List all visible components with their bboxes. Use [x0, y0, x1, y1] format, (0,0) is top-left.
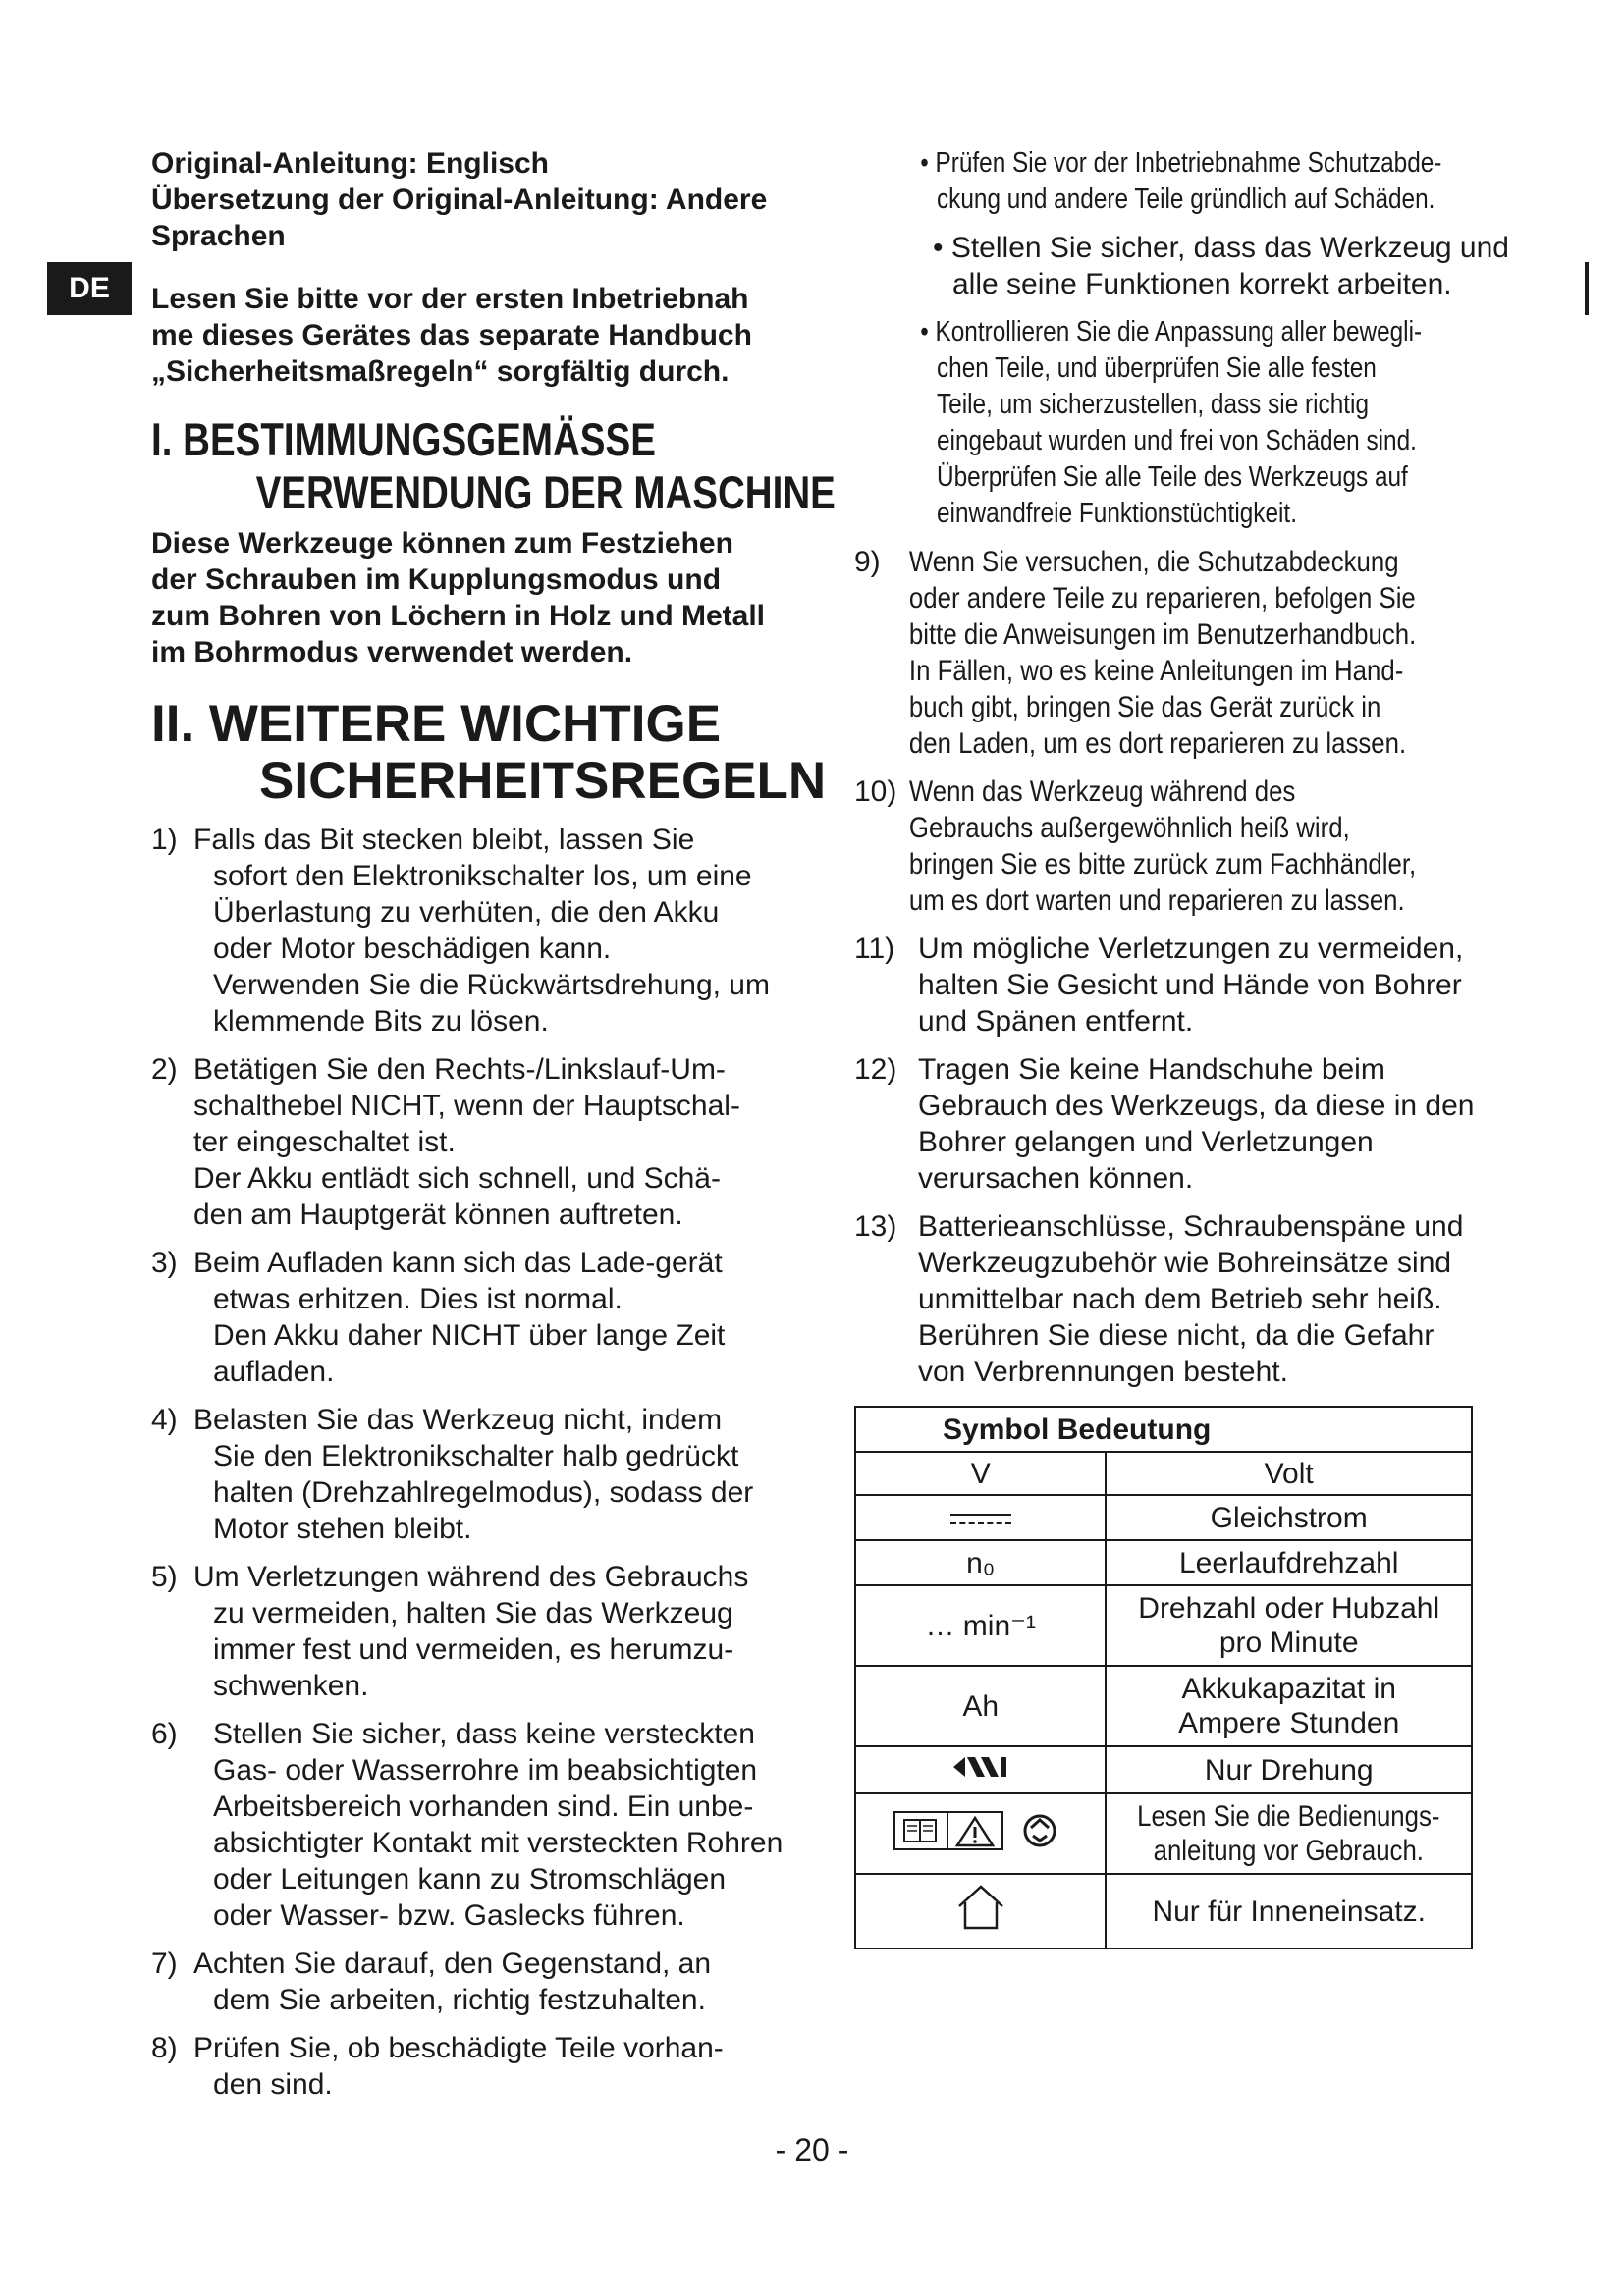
item-line: Um Verletzungen während des Gebrauchs [193, 1561, 749, 1593]
paragraph-line: im Bohrmodus verwendet werden. [151, 636, 633, 668]
item-line: von Verbrennungen besteht. [918, 1356, 1288, 1388]
bullet-item [854, 145, 1547, 218]
list-item [854, 1208, 1497, 1390]
bullet-item [854, 230, 1509, 302]
item-line: bringen Sie es bitte zurück zum Fachhändler, [908, 848, 1417, 881]
right-column [854, 145, 1509, 1949]
list-item [151, 1946, 780, 2018]
item-line: den am Hauptgerät können auftreten. [193, 1199, 683, 1231]
intro-line: Sprachen [151, 220, 286, 252]
item-line: oder Motor beschädigen kann. [213, 933, 612, 965]
item-line: Überlastung zu verhüten, die den Akku [213, 896, 720, 929]
item-line: Sie den Elektronikschalter halb gedrückt [213, 1440, 739, 1472]
paragraph-line: Diese Werkzeuge können zum Festziehen [151, 527, 733, 560]
item-line: halten Sie Gesicht und Hände von Bohrer [918, 969, 1462, 1001]
item-line: dem Sie arbeiten, richtig festzuhalten. [213, 1984, 706, 2016]
table-row [855, 1585, 1472, 1666]
section-2-heading-wrap [151, 695, 827, 810]
table-row [855, 1452, 1472, 1495]
symbol-cell [855, 1495, 1106, 1540]
notice-line: „Sicherheitsmaßregeln“ sorgfältig durch. [151, 355, 730, 388]
list-item [151, 1245, 780, 1390]
item-line: Wenn das Werkzeug während des [908, 775, 1296, 808]
item-line: oder Wasser- bzw. Gaslecks führen. [213, 1899, 685, 1932]
symbol-cell [855, 1793, 1106, 1874]
bullet-line: Überprüfen Sie alle Teile des Werkzeugs auf [937, 461, 1408, 493]
paragraph-line: zum Bohren von Löchern in Holz und Metall [151, 600, 766, 632]
paragraph-line: der Schrauben im Kupplungsmodus und [151, 563, 722, 596]
item-line: Batterieanschlüsse, Schraubenspäne und [918, 1210, 1464, 1243]
item-line: Verwenden Sie die Rückwärtsdrehung, um [213, 969, 770, 1001]
item-line: absichtigter Kontakt mit versteckten Rohren [213, 1827, 784, 1859]
table-header-cell: Symbol Bedeutung [855, 1407, 1472, 1452]
item-line: Motor stehen bleibt. [213, 1513, 472, 1545]
item-line: den sind. [213, 2068, 333, 2101]
read-manual-warning-recycle-icons [893, 1806, 1069, 1853]
item-line: Prüfen Sie, ob beschädigte Teile vorhan- [193, 2032, 724, 2064]
recycle-icon [1025, 1816, 1055, 1845]
item-line: unmittelbar nach dem Betrieb sehr heiß. [918, 1283, 1442, 1315]
bullet-line: • Stellen Sie sicher, dass das Werkzeug und [933, 232, 1509, 264]
list-item [151, 1051, 780, 1233]
meaning-line: anleitung vor Gebrauch. [1154, 1835, 1425, 1867]
item-line: aufladen. [213, 1356, 335, 1388]
meaning-cell [1106, 1793, 1472, 1874]
item-line: Bohrer gelangen und Verletzungen [918, 1126, 1374, 1158]
language-tab: DE [47, 262, 132, 315]
item-line: um es dort warten und reparieren zu lassen. [908, 884, 1405, 917]
symbol-table [854, 1406, 1473, 1949]
bullet-item [854, 314, 1547, 532]
item-line: schalthebel NICHT, wenn der Hauptschal- [193, 1090, 740, 1122]
item-line: Beim Aufladen kann sich das Lade-gerät [193, 1247, 723, 1279]
bullet-line: • Prüfen Sie vor der Inbetriebnahme Schutzabde- [920, 147, 1442, 179]
item-line: Belasten Sie das Werkzeug nicht, indem [193, 1404, 723, 1436]
symbol-cell: n₀ [855, 1540, 1106, 1585]
section-1-heading-wrap [151, 413, 836, 519]
direct-current-icon [950, 1512, 1011, 1527]
intro-line: Original-Anleitung: Englisch [151, 147, 549, 180]
meaning-cell [1106, 1666, 1472, 1746]
item-line: buch gibt, bringen Sie das Gerät zurück in [908, 691, 1381, 723]
meaning-cell: Gleichstrom [1106, 1495, 1472, 1540]
item-line: Wenn Sie versuchen, die Schutzabdeckung [908, 546, 1399, 578]
item-line: und Spänen entfernt. [918, 1005, 1194, 1038]
item-line: Arbeitsbereich vorhanden sind. Ein unbe- [213, 1790, 754, 1823]
item-line: verursachen können. [918, 1162, 1194, 1195]
item-line: schwenken. [213, 1670, 369, 1702]
safety-rules-list [151, 822, 784, 2103]
page-number: - 20 - [775, 2132, 849, 2167]
symbol-cell: Ah [855, 1666, 1106, 1746]
item-number: 3) [151, 1247, 178, 1279]
item-number: 9) [854, 546, 881, 578]
notice-line: me dieses Gerätes das separate Handbuch [151, 319, 752, 351]
meaning-line: Akkukapazitat in [1181, 1673, 1396, 1705]
table-row [855, 1540, 1472, 1585]
item-line: bitte die Anweisungen im Benutzerhandbuch. [908, 618, 1417, 651]
table-row [855, 1793, 1472, 1874]
meaning-line: Ampere Stunden [1178, 1707, 1400, 1739]
bullet-line: eingebaut wurden und frei von Schäden sind. [937, 425, 1417, 456]
heading-line: I. BESTIMMUNGSGEMÄSSE [151, 413, 656, 465]
item-line: sofort den Elektronikschalter los, um eine [213, 860, 752, 892]
item-number: 5) [151, 1561, 178, 1593]
item-number: 2) [151, 1053, 178, 1086]
table-header-row [855, 1407, 1472, 1452]
symbol-cell: … min⁻¹ [855, 1585, 1106, 1666]
item-line: Werkzeugzubehör wie Bohreinsätze sind [918, 1247, 1452, 1279]
item-line: Der Akku entlädt sich schnell, und Schä- [193, 1162, 721, 1195]
meaning-cell: Leerlaufdrehzahl [1106, 1540, 1472, 1585]
meaning-line: Lesen Sie die Bedienungs- [1137, 1800, 1440, 1833]
item-line: oder andere Teile zu reparieren, befolgen Sie [908, 582, 1416, 614]
table-row [855, 1666, 1472, 1746]
table-row [855, 1495, 1472, 1540]
heading-line: VERWENDUNG DER MASCHINE [255, 466, 836, 518]
meaning-cell: Nur für Inneneinsatz. [1106, 1874, 1472, 1949]
item-number: 13) [854, 1210, 897, 1243]
symbol-cell [855, 1746, 1106, 1793]
symbol-cell [855, 1874, 1106, 1949]
item-number: 11) [854, 933, 895, 965]
item-line: etwas erhitzen. Dies ist normal. [213, 1283, 623, 1315]
item-line: ter eingeschaltet ist. [193, 1126, 456, 1158]
warning-triangle-icon [957, 1818, 993, 1845]
meaning-cell [1106, 1585, 1472, 1666]
item-line: immer fest und vermeiden, es herumzu- [213, 1633, 734, 1666]
list-item [854, 774, 1497, 919]
list-item [854, 1051, 1497, 1197]
margin-mark [1585, 262, 1589, 315]
item-number: 4) [151, 1404, 178, 1436]
bullet-line: Teile, um sicherzustellen, dass sie richtig [937, 389, 1370, 420]
table-row [855, 1874, 1472, 1949]
item-line: Falls das Bit stecken bleibt, lassen Sie [193, 824, 695, 856]
heading-line: II. WEITERE WICHTIGE [151, 695, 722, 753]
item-line: Gebrauchs außergewöhnlich heiß wird, [908, 812, 1350, 844]
list-item [854, 544, 1497, 762]
item-line: Den Akku daher NICHT über lange Zeit [213, 1319, 726, 1352]
meaning-line: Drehzahl oder Hubzahl [1138, 1592, 1440, 1625]
item-line: Berühren Sie diese nicht, da die Gefahr [918, 1319, 1435, 1352]
intro-line: Übersetzung der Original-Anleitung: Andere [151, 184, 768, 216]
item-number: 12) [854, 1053, 897, 1086]
table-row [855, 1746, 1472, 1793]
item-line: klemmende Bits zu lösen. [213, 1005, 549, 1038]
bullet-line: ckung und andere Teile gründlich auf Schäden. [937, 184, 1435, 215]
item-number: 6) [151, 1718, 178, 1750]
book-icon [904, 1820, 936, 1842]
item-line: Achten Sie darauf, den Gegenstand, an [193, 1948, 712, 1980]
list-item [151, 1716, 784, 1934]
house-indoor-icon [955, 1883, 1006, 1932]
left-column [151, 145, 836, 2114]
item-line: den Laden, um es dort reparieren zu lassen. [908, 727, 1407, 760]
original-language-note [151, 145, 780, 254]
list-item [151, 2030, 780, 2103]
item-line: Tragen Sie keine Handschuhe beim [918, 1053, 1385, 1086]
section-1-heading [151, 413, 836, 519]
bullet-line: einwandfreie Funktionstüchtigkeit. [937, 498, 1297, 529]
heading-line: SICHERHEITSREGELN [259, 752, 827, 810]
item-line: In Fällen, wo es keine Anleitungen im Hand- [908, 655, 1404, 687]
item-number: 10) [854, 775, 897, 808]
symbol-cell: V [855, 1452, 1106, 1495]
item-line: Gas- oder Wasserrohre im beabsichtigten [213, 1754, 758, 1787]
meaning-cell: Volt [1106, 1452, 1472, 1495]
item-line: oder Leitungen kann zu Stromschlägen [213, 1863, 727, 1896]
item-line: Gebrauch des Werkzeugs, da diese in den [918, 1090, 1475, 1122]
list-item [151, 822, 780, 1040]
item-line: Betätigen Sie den Rechts-/Linkslauf-Um- [193, 1053, 726, 1086]
list-item [854, 931, 1497, 1040]
safety-manual-notice [151, 281, 780, 390]
item-line: halten (Drehzahlregelmodus), sodass der [213, 1476, 754, 1509]
notice-line: Lesen Sie bitte vor der ersten Inbetriebnah [151, 283, 749, 315]
intended-use-paragraph [151, 525, 780, 670]
item-line: Um mögliche Verletzungen zu vermeiden, [918, 933, 1464, 965]
item-line: zu vermeiden, halten Sie das Werkzeug [213, 1597, 733, 1629]
bullet-line: chen Teile, und überprüfen Sie alle festen [937, 352, 1377, 384]
section-2-heading [151, 695, 827, 810]
meaning-line: pro Minute [1218, 1627, 1359, 1659]
item-line: Stellen Sie sicher, dass keine versteckten [213, 1718, 755, 1750]
meaning-cell: Nur Drehung [1106, 1746, 1472, 1793]
bullet-line: alle seine Funktionen korrekt arbeiten. [952, 268, 1452, 300]
list-item [151, 1402, 780, 1547]
item-number: 8) [151, 2032, 178, 2064]
list-item [151, 1559, 780, 1704]
item-number: 1) [151, 824, 178, 856]
rotation-only-icon [951, 1754, 1010, 1780]
item-number: 7) [151, 1948, 178, 1980]
bullet-line: • Kontrollieren Sie die Anpassung aller bewegli- [920, 316, 1423, 347]
